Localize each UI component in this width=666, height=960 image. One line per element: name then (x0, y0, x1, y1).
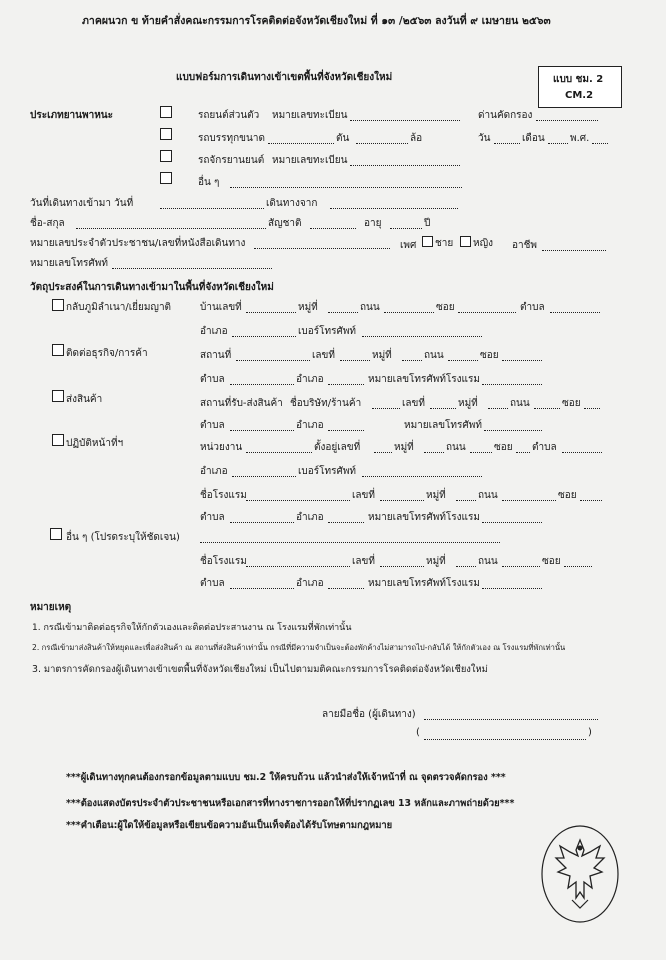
road-label-4: ถนน (446, 442, 466, 453)
private-car-checkbox[interactable] (160, 106, 172, 118)
year-label: พ.ศ. (570, 133, 590, 144)
sex-female (460, 236, 493, 251)
note-1: 1. กรณีเข้ามาติดต่อธุรกิจให้กักตัวเองและติดต่อประสานงาน ณ โรงแรมที่พักเท่านั้น (32, 623, 352, 633)
hotel-tel-label: หมายเลขโทรศัพท์โรงแรม (368, 374, 480, 385)
purpose-business-label: ติดต่อธุรกิจ/การค้า (66, 348, 148, 359)
tambon-label-2: ตำบล (200, 374, 225, 385)
hotel-name-label: ชื่อโรงแรม (200, 490, 247, 501)
soi-label-4b: ซอย (558, 490, 577, 501)
travel-from-field[interactable] (330, 208, 458, 209)
motorcycle-checkbox[interactable] (160, 150, 172, 162)
hotel-tel-label-5: หมายเลขโทรศัพท์โรงแรม (368, 578, 480, 589)
motorcycle-plate-field[interactable] (350, 165, 460, 166)
male-label: ชาย (435, 238, 454, 249)
amphoe-field-4[interactable] (232, 476, 296, 477)
place-label: สถานที่ (200, 350, 232, 361)
tambon-label-4b: ตำบล (200, 512, 225, 523)
signature-open-paren: ( (416, 727, 420, 738)
amphoe-label: อำเภอ (200, 326, 228, 337)
tel-field-4[interactable] (362, 476, 482, 477)
tel-field[interactable] (362, 336, 482, 337)
form-code-th: แบบ ชม. 2 (553, 74, 604, 85)
soi-field-2[interactable] (502, 360, 542, 361)
sex-male (422, 236, 453, 251)
hotel-tel-field-5[interactable] (482, 588, 542, 589)
agency-label: หน่วยงาน (200, 442, 243, 453)
purpose-duty-checkbox[interactable] (52, 434, 64, 446)
amphoe-field-4b[interactable] (328, 522, 364, 523)
month-label: เดือน (522, 133, 545, 144)
purpose-other-field[interactable] (200, 542, 500, 543)
located-no-label: ตั้งอยู่เลขที่ (314, 442, 361, 453)
amphoe-label-2: อำเภอ (296, 374, 324, 385)
amphoe-field-5[interactable] (328, 588, 364, 589)
road-field-4b[interactable] (502, 500, 556, 501)
phone-field[interactable] (112, 268, 272, 269)
no-label-3: เลขที่ (402, 398, 425, 409)
male-checkbox[interactable] (422, 236, 433, 247)
road-label-2: ถนน (424, 350, 444, 361)
soi-field-4[interactable] (516, 452, 530, 453)
other-vehicle-field[interactable] (230, 187, 462, 188)
tambon-label-4: ตำบล (532, 442, 557, 453)
wheel-count-field[interactable] (356, 143, 408, 144)
agency-field[interactable] (246, 452, 312, 453)
road-field-2[interactable] (448, 360, 478, 361)
footer-warning: ***คำเตือน:ผู้ใดให้ข้อมูลหรือเขียนข้อความอันเป็นเท็จต้องได้รับโทษตามกฎหมาย (66, 820, 393, 831)
nationality-label: สัญชาติ (268, 218, 302, 229)
footer-instruction-1: ***ผู้เดินทางทุกคนต้องกรอกข้อมูลตามแบบ ชม.2 ให้ครบถ้วน แล้วนำส่งให้เจ้าหน้าที่ ณ จุดตรวจคัดกรอง *** (66, 772, 506, 783)
private-car-label: รถยนต์ส่วนตัว (198, 110, 260, 121)
road-field-3[interactable] (534, 408, 560, 409)
soi-label-5: ซอย (542, 556, 561, 567)
moo-label: หมู่ที่ (298, 302, 318, 313)
road-label: ถนน (360, 302, 380, 313)
sex-label: เพศ (400, 240, 417, 251)
hotel-name-label-5: ชื่อโรงแรม (200, 556, 247, 567)
amphoe-field-2[interactable] (328, 384, 364, 385)
signature-close-paren: ) (588, 727, 592, 738)
checkpoint-label: ด่านคัดกรอง (478, 110, 533, 121)
road-field-4[interactable] (470, 452, 492, 453)
female-checkbox[interactable] (460, 236, 471, 247)
soi-field-5[interactable] (564, 566, 592, 567)
footer-instruction-2: ***ต้องแสดงบัตรประจำตัวประชาชนหรือเอกสารที่ทางราชการออกให้ที่ปรากฏเลข 13 หลักและภาพถ่ายด้วย*** (66, 798, 515, 809)
ton-label: ตัน (336, 133, 350, 144)
purpose-return-home-checkbox[interactable] (52, 299, 64, 311)
age-field[interactable] (390, 228, 422, 229)
form-title: แบบฟอร์มการเดินทางเข้าเขตพื้นที่จังหวัดเชียงใหม่ (176, 72, 393, 83)
garuda-emblem-icon (538, 822, 622, 926)
hotel-tel-field[interactable] (482, 384, 542, 385)
printed-name-field[interactable] (424, 739, 586, 740)
moo-field-4[interactable] (424, 452, 444, 453)
purpose-duty-label: ปฏิบัติหน้าที่ฯ (66, 438, 124, 449)
truck-checkbox[interactable] (160, 128, 172, 140)
amphoe-label-4b: อำเภอ (296, 512, 324, 523)
no-field-3[interactable] (430, 408, 456, 409)
moo-field-3[interactable] (488, 408, 508, 409)
id-number-label: หมายเลขประจำตัวประชาชน/เลขที่หนังสือเดินทาง (30, 238, 246, 249)
other-vehicle-checkbox[interactable] (160, 172, 172, 184)
tambon-field-4[interactable] (562, 452, 602, 453)
moo-label-2: หมู่ที่ (372, 350, 392, 361)
month-field[interactable] (548, 143, 568, 144)
place-field[interactable] (236, 360, 310, 361)
id-number-field[interactable] (254, 248, 390, 249)
soi-label-3: ซอย (562, 398, 581, 409)
phone-label-3: หมายเลขโทรศัพท์ (404, 420, 482, 431)
hotel-tel-field-4b[interactable] (482, 522, 542, 523)
moo-label-3: หมู่ที่ (458, 398, 478, 409)
purpose-other-label: อื่น ๆ (โปรดระบุให้ชัดเจน) (66, 532, 180, 543)
soi-label-2: ซอย (480, 350, 499, 361)
no-label-5: เลขที่ (352, 556, 375, 567)
tambon-field-4b[interactable] (230, 522, 294, 523)
soi-field[interactable] (458, 312, 516, 313)
tambon-field[interactable] (550, 312, 600, 313)
phone-field-3[interactable] (484, 430, 542, 431)
occupation-field[interactable] (542, 250, 606, 251)
plate-no-label-2: หมายเลขทะเบียน (272, 155, 348, 166)
note-3: 3. มาตรการคัดกรองผู้เดินทางเข้าเขตพื้นที่จังหวัดเชียงใหม่ เป็นไปตามมติคณะกรรมการโรคติดต่อจังหวัดเชียงใหม่ (32, 664, 488, 675)
moo-field-5[interactable] (456, 566, 476, 567)
plate-no-label: หมายเลขทะเบียน (272, 110, 348, 121)
years-label: ปี (424, 218, 431, 229)
purpose-delivery-label: ส่งสินค้า (66, 394, 103, 405)
located-no-field[interactable] (374, 452, 392, 453)
road-label-4b: ถนน (478, 490, 498, 501)
tambon-label: ตำบล (520, 302, 545, 313)
fullname-field[interactable] (76, 228, 266, 229)
moo-label-5: หมู่ที่ (426, 556, 446, 567)
hotel-tel-label-4b: หมายเลขโทรศัพท์โรงแรม (368, 512, 480, 523)
amphoe-label-4: อำเภอ (200, 466, 228, 477)
road-field-5[interactable] (502, 566, 540, 567)
no-field-5[interactable] (380, 566, 424, 567)
fullname-label: ชื่อ-สกุล (30, 218, 65, 229)
tambon-field-5[interactable] (230, 588, 294, 589)
tel-label: เบอร์โทรศัพท์ (298, 326, 357, 337)
signature-field[interactable] (424, 719, 598, 720)
tambon-field-2[interactable] (230, 384, 294, 385)
purpose-heading: วัตถุประสงค์ในการเดินทางเข้ามาในพื้นที่จังหวัดเชียงใหม่ (30, 282, 274, 293)
signature-label: ลายมือชื่อ (ผู้เดินทาง) (322, 709, 416, 720)
checkpoint-field[interactable] (536, 120, 598, 121)
form-code-box (538, 66, 622, 108)
travel-date-label: วันที่เดินทางเข้ามา วันที่ (30, 198, 134, 209)
purpose-delivery-checkbox[interactable] (52, 390, 64, 402)
notes-heading: หมายเหตุ (30, 602, 72, 613)
note-2: 2. กรณีเข้ามาส่งสินค้าให้หยุดและเพื่อส่งสินค้า ณ สถานที่ส่งสินค้าเท่านั้น กรณีที่มีความจำเป็นจะต้องพักค้างไม่สามารถไป-กลับได้ ให้กักตัวเอง ณ โรงแรมที่พักเท่านั้น (32, 643, 566, 652)
other-vehicle-label: อื่น ๆ (198, 177, 220, 188)
tambon-field-3[interactable] (230, 430, 294, 431)
tel-label-4: เบอร์โทรศัพท์ (298, 466, 357, 477)
hotel-name-field-5[interactable] (246, 566, 350, 567)
shop-name-label: ชื่อบริษัท/ร้านค้า (290, 398, 362, 409)
hotel-name-field[interactable] (246, 500, 350, 501)
purpose-other-checkbox[interactable] (50, 528, 62, 540)
truck-label: รถบรรทุกขนาด (198, 133, 265, 144)
annex-header: ภาคผนวก ข ท้ายคำสั่งคณะกรรมการโรคติดต่อจังหวัดเชียงใหม่ ที่ ๑๓ /๒๕๖๓ ลงวันที่ ๙ เมษายน ๒๕๖๓ (82, 15, 551, 27)
shop-name-field[interactable] (372, 408, 400, 409)
no-field-4b[interactable] (380, 500, 424, 501)
road-label-3: ถนน (510, 398, 530, 409)
purpose-business-checkbox[interactable] (52, 344, 64, 356)
year-field[interactable] (592, 143, 608, 144)
amphoe-label-5: อำเภอ (296, 578, 324, 589)
age-label: อายุ (364, 218, 382, 229)
moo-label-4b: หมู่ที่ (426, 490, 446, 501)
travel-from-label: เดินทางจาก (266, 198, 318, 209)
tambon-label-5: ตำบล (200, 578, 225, 589)
no-label-4b: เลขที่ (352, 490, 375, 501)
wheel-label: ล้อ (410, 133, 423, 144)
soi-label: ซอย (436, 302, 455, 313)
house-no-label: บ้านเลขที่ (200, 302, 242, 313)
moo-field-2[interactable] (402, 360, 422, 361)
nationality-field[interactable] (310, 228, 356, 229)
soi-field-3[interactable] (584, 408, 600, 409)
vehicle-type-label: ประเภทยานพาหนะ (30, 110, 114, 121)
delivery-place-label: สถานที่รับ-ส่งสินค้า (200, 398, 283, 409)
day-label: วัน (478, 133, 491, 144)
no-field[interactable] (340, 360, 370, 361)
occupation-label: อาชีพ (512, 240, 537, 251)
female-label: หญิง (473, 238, 493, 249)
tambon-label-3: ตำบล (200, 420, 225, 431)
no-label: เลขที่ (312, 350, 335, 361)
moo-field-4b[interactable] (456, 500, 476, 501)
soi-field-4b[interactable] (580, 500, 602, 501)
amphoe-field[interactable] (232, 336, 296, 337)
road-field[interactable] (384, 312, 434, 313)
soi-label-4: ซอย (494, 442, 513, 453)
day-field[interactable] (494, 143, 520, 144)
amphoe-field-3[interactable] (328, 430, 364, 431)
road-label-5: ถนน (478, 556, 498, 567)
motorcycle-label: รถจักรยานยนต์ (198, 155, 265, 166)
travel-date-field[interactable] (160, 208, 264, 209)
amphoe-label-3: อำเภอ (296, 420, 324, 431)
purpose-return-home-label: กลับภูมิลำเนา/เยี่ยมญาติ (66, 302, 172, 313)
phone-label: หมายเลขโทรศัพท์ (30, 258, 108, 269)
truck-size-field[interactable] (268, 143, 334, 144)
plate-no-field[interactable] (350, 120, 460, 121)
moo-field[interactable] (328, 312, 358, 313)
moo-label-4: หมู่ที่ (394, 442, 414, 453)
house-no-field[interactable] (246, 312, 296, 313)
form-code-en: CM.2 (565, 90, 594, 101)
